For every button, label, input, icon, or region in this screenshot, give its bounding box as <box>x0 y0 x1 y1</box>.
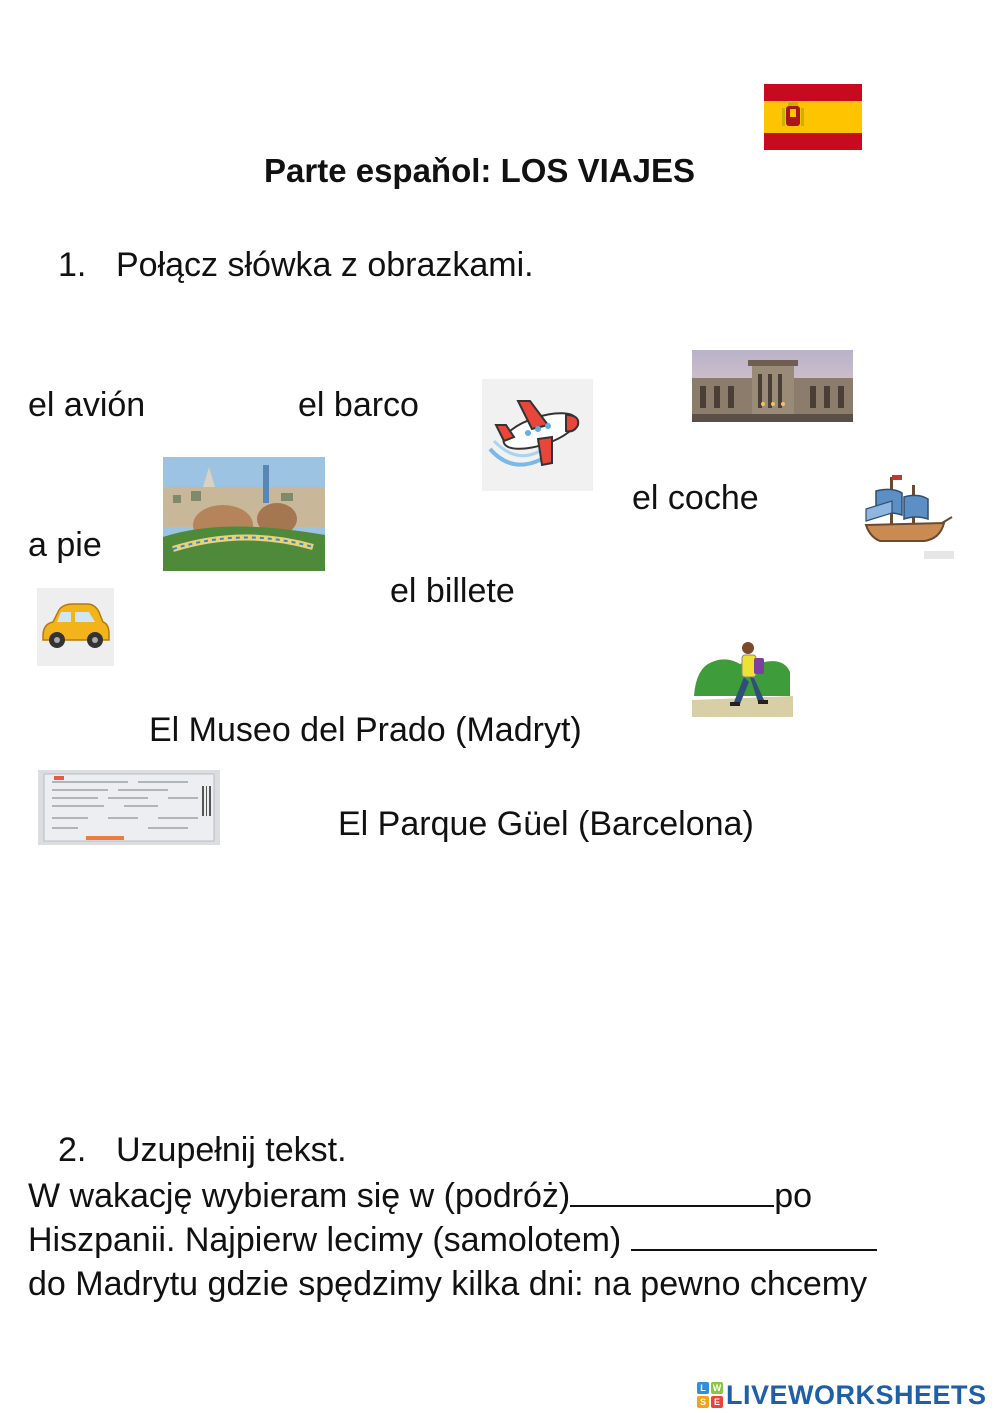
logo-mark-icon: L W S E <box>697 1382 723 1408</box>
parque-guell-image[interactable] <box>163 457 325 571</box>
task-2-line-1-start: W wakację wybieram się w (podróż) <box>28 1177 571 1215</box>
task-1-number: 1. <box>58 246 87 284</box>
word-el-coche[interactable]: el coche <box>632 479 759 517</box>
word-el-museo-del-prado[interactable]: El Museo del Prado (Madryt) <box>149 711 582 749</box>
spain-flag <box>764 84 862 150</box>
word-el-billete[interactable]: el billete <box>390 572 515 610</box>
car-image[interactable] <box>37 588 114 666</box>
liveworksheets-logo <box>697 1378 987 1412</box>
page-title: Parte espaňol: LOS VIAJES <box>264 152 695 189</box>
task-2-line-1 <box>28 1174 812 1218</box>
blank-samolotem[interactable] <box>631 1219 877 1251</box>
task-2-heading <box>58 1131 347 1170</box>
task-1-heading <box>58 246 534 285</box>
airplane-image[interactable] <box>482 379 593 491</box>
ship-image[interactable] <box>862 471 954 559</box>
task-2-number: 2. <box>58 1131 87 1169</box>
word-el-avion[interactable]: el avión <box>28 386 146 424</box>
blank-podroz[interactable] <box>570 1175 774 1207</box>
task-1-instruction: Połącz słówka z obrazkami. <box>116 246 534 284</box>
ticket-image[interactable] <box>38 770 220 845</box>
task-2-line-3: do Madrytu gdzie spędzimy kilka dni: na pewno chcemy <box>28 1265 868 1303</box>
task-2-instruction: Uzupełnij tekst. <box>116 1131 347 1169</box>
task-2-line-1-end: po <box>774 1177 813 1215</box>
word-el-barco[interactable]: el barco <box>298 386 419 424</box>
word-a-pie[interactable]: a pie <box>28 526 102 564</box>
museo-del-prado-image[interactable] <box>692 350 853 422</box>
walking-boy-image[interactable] <box>692 638 793 717</box>
logo-text: LIVEWORKSHEETS <box>726 1379 987 1410</box>
task-2-line-2-start: Hiszpanii. Najpierw lecimy (samolotem) <box>28 1221 622 1259</box>
task-2-line-2 <box>28 1218 877 1262</box>
word-el-parque-guel[interactable]: El Parque Güel (Barcelona) <box>338 805 754 843</box>
